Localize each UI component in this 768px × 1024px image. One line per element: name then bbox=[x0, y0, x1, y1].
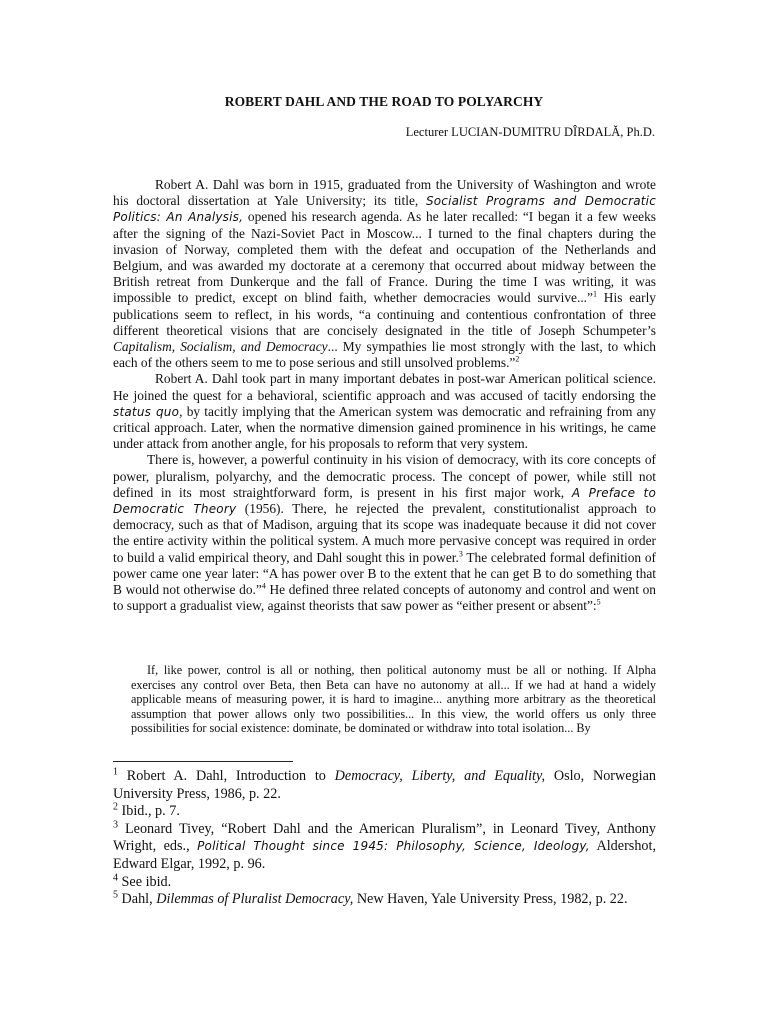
footnote-4 bbox=[113, 871, 656, 892]
paragraph-2 bbox=[113, 371, 656, 452]
footnote-1-number: 1 bbox=[113, 766, 118, 778]
p1-text-d: His early publications seem to reflect, in his words, “a continuing and contentious confrontation of three different theoretical visions that are concisely designated in the title of Joseph Schumpeter’s bbox=[113, 290, 656, 338]
footnote-1-text-c: Oslo, Norwegian University Press, 1986, p. 22. bbox=[113, 768, 657, 802]
footnote-1-work-title: Democracy, Liberty, and Equality, bbox=[334, 768, 546, 784]
p3-text-d: The celebrated formal definition of power came one year later: “A has power over B to the extent that he can get B to do something that B would not otherwise do.” bbox=[113, 549, 656, 598]
paragraph-1 bbox=[113, 177, 656, 371]
footnote-5 bbox=[113, 891, 656, 909]
dissertation-title: Socialist Programs and Democratic Politics: An Analysis, bbox=[113, 194, 656, 225]
footnote-3-number: 3 bbox=[113, 819, 118, 831]
footnotes bbox=[113, 768, 656, 909]
p3-text-a: There is, however, a powerful continuity in his vision of democracy, with its core concepts of power, pluralism, polyarchy, and the democratic process. The concept of power, while still not defined in its most straightforward form, is present in his first major work, bbox=[113, 452, 656, 500]
footnote-1 bbox=[113, 768, 656, 803]
p3-text-e: He defined three related concepts of autonomy and control and went on to support a gradualist view, against theorists that saw power as “either present or absent”: bbox=[113, 582, 656, 614]
p1-text-f: ... My sympathies lie most strongly with the last, to which each of the others seem to me to pose serious and still unsolved problems.” bbox=[113, 339, 656, 371]
status-quo-term: status quo bbox=[113, 404, 180, 419]
footnote-1-text-a: Robert A. Dahl, Introduction to bbox=[118, 768, 335, 784]
footnote-5-text-a: Dahl, bbox=[118, 891, 157, 908]
p1-text-a: Robert A. Dahl was born in 1915, graduated from the University of Washington and wrote his doctoral dissertation at Yale University; its title, bbox=[113, 177, 656, 209]
article-body bbox=[113, 177, 656, 614]
footnote-2-text: Ibid., p. 7. bbox=[118, 803, 180, 820]
schumpeter-title: Capitalism, Socialism, and Democracy bbox=[113, 339, 328, 355]
footnote-4-number: 4 bbox=[113, 871, 118, 883]
footnote-4-text: See ibid. bbox=[118, 873, 172, 890]
footnote-separator bbox=[113, 761, 293, 762]
footnote-5-work-title: Dilemmas of Pluralist Democracy, bbox=[156, 891, 354, 908]
footnote-5-text-c: New Haven, Yale University Press, 1982, p. 22. bbox=[353, 891, 628, 908]
footnote-3-text-a: Leonard Tivey, “Robert Dahl and the American Pluralism”, in Leonard Tivey, Anthony Wright, eds., bbox=[113, 820, 656, 855]
footnote-ref-3[interactable]: 3 bbox=[458, 549, 463, 559]
p2-text-c: , by tacitly implying that the American system was democratic and refraining from any critical approach. Later, when the normative dimension gained prominence in his writings, he came under attack from another angle, for his proposals to reform that very system. bbox=[113, 403, 656, 452]
footnote-3-text-c: Aldershot, Edward Elgar, 1992, p. 96. bbox=[113, 838, 656, 872]
p1-text-c: opened his research agenda. As he later recalled: “I began it a few weeks after the signing of the Nazi-Soviet Pact in Moscow... I turned to the final chapters during the invasion of Norway, completed them with the defeat and occupation of the Netherlands and Belgium, and was awarded my doctorate at a ceremony that occurred about midway between the British retreat from Dunkerque and the fall of France. During the time I was writing, it was impossible to predict, except on blind faith, whether democracies would survive...” bbox=[113, 209, 656, 306]
p2-text-a: Robert A. Dahl took part in many important debates in post-war American political science. He joined the quest for a behavioral, scientific approach and was accused of tacitly endorsing the bbox=[113, 371, 656, 403]
footnote-2-number: 2 bbox=[113, 801, 118, 813]
block-quote bbox=[131, 663, 656, 736]
footnote-ref-4[interactable]: 4 bbox=[261, 581, 266, 591]
article-title: ROBERT DAHL AND THE ROAD TO POLYARCHY bbox=[224, 94, 544, 109]
author-line: Lecturer LUCIAN-DUMITRU DÎRDALĂ, Ph.D. bbox=[405, 125, 655, 139]
footnote-ref-2[interactable]: 2 bbox=[515, 354, 520, 364]
footnote-3-work-title: Political Thought since 1945: Philosophy, Science, Ideology, bbox=[197, 839, 590, 854]
p3-text-c: (1956). There, he rejected the prevalent, constitutionalist approach to democracy, such as that of Madison, arguing that its scope was inadequate because it did not cover the entire activity within the political system. A much more pervasive concept was required in order to build a valid empirical theory, and Dahl sought this in power. bbox=[113, 501, 656, 565]
preface-title: A Preface to Democratic Theory bbox=[113, 485, 656, 517]
paragraph-3 bbox=[113, 452, 656, 614]
footnote-2 bbox=[113, 803, 656, 821]
quote-text: If, like power, control is all or nothing, then political autonomy must be all or nothing. If Alpha exercises any control over Beta, then Beta can have no autonomy at all... If we had at hand a widely applicable means of measuring power, it is hard to imagine... anything more arbitrary as the theoretical assumption that power allows only two possibilities... In this view, the world offers us only three possibilities for social existence: dominate, be dominated or withdraw into total isolation... By bbox=[131, 663, 656, 736]
footnote-ref-5[interactable]: 5 bbox=[596, 597, 601, 607]
footnote-5-number: 5 bbox=[113, 889, 118, 901]
footnote-3 bbox=[113, 821, 656, 874]
footnote-ref-1[interactable]: 1 bbox=[592, 289, 597, 299]
